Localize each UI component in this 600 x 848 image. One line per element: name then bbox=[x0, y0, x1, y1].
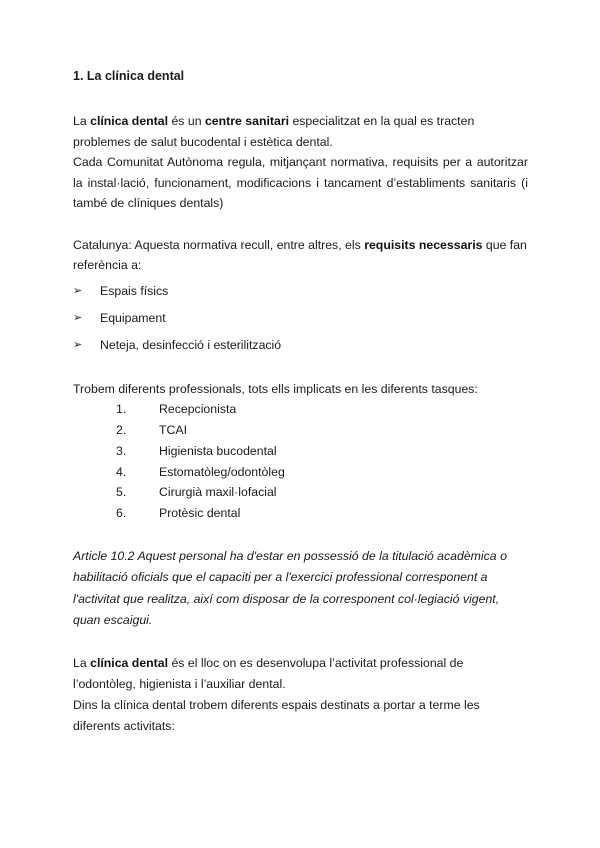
list-item: ➢ Espais físics bbox=[73, 282, 528, 302]
list-item: 2. TCAI bbox=[116, 422, 188, 437]
list-item: 6. Protèsic dental bbox=[116, 506, 241, 521]
paragraph-spaces: Dins la clínica dental trobem diferents espais destinats a portar a terme les diferents activitats: bbox=[73, 697, 480, 733]
professionals-list bbox=[73, 399, 528, 524]
list-item: 1. Recepcionista bbox=[116, 402, 237, 417]
regulation-requirements: requisits per a autoritzar la instal·lació, funcionament, modificacions i tancament d’establiments sanitaris (i també de clíniques dentals) bbox=[73, 155, 528, 210]
term-clinica-dental-2: clínica dental bbox=[90, 655, 169, 670]
term-clinica-dental: clínica dental bbox=[90, 114, 169, 128]
list-item: ➢ Neteja, desinfecció i esterilització bbox=[73, 336, 528, 356]
paragraph-regulation: Cada Comunitat Autònoma regula, mitjançant normativa, requisits per a autoritzar la instal·lació, funcionament, modificacions i tancament d’establiments sanitaris (i també de clíniques dentals) bbox=[73, 155, 528, 210]
arrow-bullet-icon: ➢ bbox=[73, 285, 83, 298]
arrow-bullet-icon: ➢ bbox=[73, 312, 83, 325]
paragraph-catalunya: Catalunya: Aquesta normativa recull, entre altres, els requisits necessaris que fan referència a: bbox=[73, 237, 527, 272]
term-centre-sanitari: centre sanitari bbox=[204, 114, 290, 128]
paragraph-clinic-place: La clínica dental és el lloc on es desenvolupa l’activitat professional de l’odontòleg, higienista i l’auxiliar dental. bbox=[73, 655, 464, 691]
section-title: 1. La clínica dental bbox=[73, 69, 185, 83]
list-item: 3. Higienista bucodental bbox=[116, 443, 277, 458]
paragraph-professionals: Trobem diferents professionals, tots ells implicats en les diferents tasques: bbox=[73, 381, 478, 396]
article-quote: Article 10.2 Aquest personal ha d'estar en possessió de la titulació acadèmica o habilitació oficials que el capaciti per a l'exercici professional corresponent a l'activitat que realitza, així com disposar de la corresponent col·legiació vigent, quan escaigui. bbox=[73, 548, 507, 628]
requirements-list bbox=[73, 282, 528, 356]
term-requisits: requisits necessaris bbox=[364, 237, 483, 252]
list-item: 4. Estomatòleg/odontòleg bbox=[116, 464, 285, 479]
document-body bbox=[73, 66, 528, 737]
list-item: ➢ Equipament bbox=[73, 309, 528, 329]
list-item: 5. Cirurgià maxil·lofacial bbox=[116, 485, 277, 500]
arrow-bullet-icon: ➢ bbox=[73, 339, 83, 352]
paragraph-definition: La clínica dental és un centre sanitari especialitzat en la qual es tracten problemes de salut bucodental i estètica dental. bbox=[73, 114, 475, 149]
